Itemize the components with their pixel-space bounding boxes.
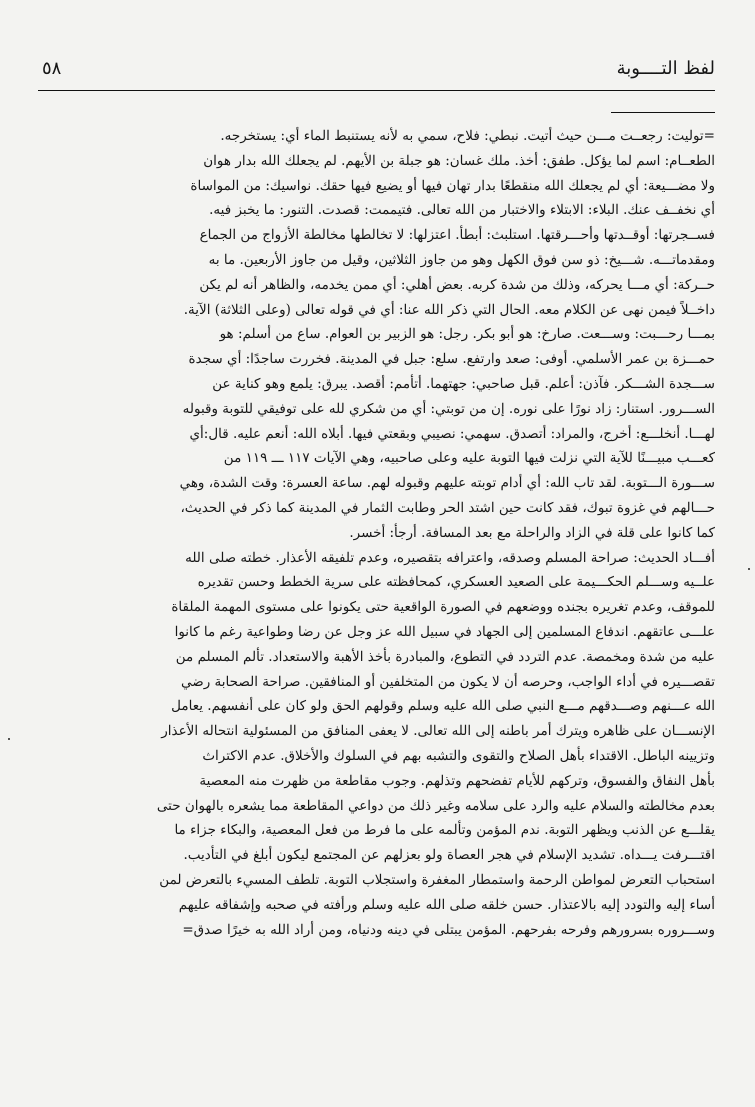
text-line: كما كانوا على قلة في الزاد والراحلة مع بعد المسافة. أرجأ: أخسر.: [349, 524, 715, 541]
scan-speck: [8, 738, 10, 740]
body-text: [38, 124, 715, 942]
text-line: اقتـــرفت يـــداه. تشديد الإسلام في هجر العصاة ولو بعزلهم عن المجتمع ليكون أبلغ في التأديب.: [183, 847, 715, 864]
text-line: بعدم مخالطته والسلام عليه والرد على سلامه وغير ذلك من دواعي المقاطعة مما يشعره بالهوان حتى: [156, 797, 715, 814]
text-line: أفـــاد الحديث: صراحة المسلم وصدقه، واعترافه بتقصيره، وعدم تلفيقه الأعذار. خطته صلى الله: [185, 549, 715, 566]
text-line: بمـــا رحـــبت: وســـعت. صارخ: هو أبو بكر. رجل: هو الزبير بن العوام. ساع من أسلم: هو: [219, 326, 715, 343]
text-line: ولا مضـــيعة: أي لم يجعلك الله منقطعًا بدار تهان فيها أو يضيع فيها حقك. نواسيك: من المواساة: [190, 177, 715, 194]
text-line: يقلـــع عن الذنب ويظهر التوبة. ندم المؤمن وتألمه على ما فرط من فعل المعصية، والبكاء جزاء ما: [174, 822, 715, 839]
text-line: وتزيينه الباطل. الاقتداء بأهل الصلاح والتقوى والتشبه بهم في السلوك والأخلاق. عدم الاكتراث: [202, 747, 715, 764]
text-line: تقصـــيره في أداء الواجب، وحرصه أن لا يكون من المتخلفين أو المنافقين. صراحة الصحابة رضي: [181, 673, 715, 690]
text-line: الله عـــنهم وصـــدقهم مـــع النبي صلى الله عليه وسلم وقولهم الحق ولو كان على أنفسهم. يعامل: [171, 698, 715, 715]
text-line: بأهل النفاق والفسوق، وتركهم للأيام تفضحهم وتذلهم. وجوب مقاطعة من ظهرت منه المعصية: [199, 772, 715, 789]
text-line: ســـورة الـــتوبة. لقد تاب الله: أي أدام توبته عليهم وقبوله لهم. ساعة العسرة: وقت الشدة، وهي: [179, 475, 715, 492]
text-line: حمـــزة بن عمر الأسلمي. أوفى: صعد وارتفع. سلع: جبل في المدينة. فخررت ساجدًا: أي سجدة: [188, 351, 715, 368]
text-line: ســـجدة الشـــكر. فآذن: أعلم. قبل صاحبي: جهتهما. أتأمم: أقصد. يبرق: يلمع وهو كناية عن: [212, 375, 715, 392]
text-line: وســـروره بسرورهم وفرحه بفرحهم. المؤمن يبتلى في دينه ودنياه، ومن أراد الله به خيرًا صدق=: [182, 921, 715, 938]
text-line: فســجرتها: أوقــدتها وأحـــرقتها. استلبث: أبطأ. اعتزلها: لا تخالطها مخالطة الأزواج من الجماع: [199, 227, 715, 244]
text-line: عليه من شدة ومخمصة. عدم التردد في التطوع، والمبادرة بأخذ الأهبة والاستعداد. تألم المسلم من: [175, 648, 715, 665]
text-line: علـــى عاتقهم. اندفاع المسلمين إلى الجهاد في سبيل الله عز وجل عن رضا وطواعية رغم ما كانوا: [174, 623, 715, 640]
running-header: [38, 54, 715, 88]
scan-speck: [748, 568, 750, 570]
text-line: للموقف، وعدم تغريره بجنده ووضعهم في الصورة الواقعية حتى يكونوا على مستوى المهمة الملقاة: [171, 599, 715, 616]
text-line: =توليت: رجعــت مـــن حيث أتيت. نبطي: فلاح، سمي به لأنه يستنبط الماء أي: يستخرجه.: [220, 128, 715, 144]
text-line: الإنســـان على ظاهره ويترك أمر باطنه إلى الله تعالى. لا يعفى المنافق من المسئولية انتحاله الأعذار: [161, 723, 715, 740]
text-line: استحباب التعرض لمواطن الرحمة واستمطار المغفرة واستجلاب التوبة. تلطف المسيء بالتعرض لمن: [159, 871, 715, 888]
header-rule: [38, 90, 715, 91]
text-line: الســـرور. استنار: زاد نورًا على نوره. إن من توبتي: أي من شكري لله على توفيقي للتوبة وقبوله: [182, 400, 715, 417]
text-line: لهـــا. أنخلـــع: أخرج، والمراد: أتصدق. سهمي: نصيبي وبقعتي فيها. أبلاه الله: أنعم عليه. قال:أي: [189, 425, 715, 442]
text-line: أي نخفــف عنك. البلاء: الابتلاء والاختبار من الله تعالى. فتيممت: قصدت. التنور: ما يخبز فيه.: [209, 202, 715, 219]
running-title: لفظ التــــوبة: [616, 58, 715, 79]
text-line: حــركة: أي مـــا يحركه، وذلك من شدة كربه. بعض أهلي: أي ممن يخدمه، والظاهر أنه لم يكن: [199, 276, 715, 293]
text-line: أساء إليه والتودد إليه بالاعتذار. حسن خلقه صلى الله عليه وسلم ورأفته في صحبه وإشفاقه عليهم: [178, 896, 715, 913]
text-line: حـــالهم في غزوة تبوك، فقد كانت حين اشتد الحر وطابت الثمار في المدينة كما ذكر في الحديث،: [180, 499, 715, 516]
text-line: داخــلاً فيمن نهى عن الكلام معه. الحال التي ذكر الله عنا: أي في قوله تعالى (وعلى الثلاثة) الآية.: [183, 301, 715, 318]
page-number: ٥٨: [42, 58, 62, 79]
continuation-separator: [611, 112, 715, 113]
text-line: كعـــب مبيـــنًا للآية التي نزلت فيها التوبة عليه وعلى صاحبيه، وهي الآيات ١١٧ ـــ ١١٩ من: [223, 450, 715, 467]
text-line: الطعــام: اسم لما يؤكل. طفق: أخذ. ملك غسان: هو جبلة بن الأيهم. لم يجعلك الله بدار هوان: [203, 152, 715, 169]
text-line: علــيه وســـلم الحكـــيمة على الصعيد العسكري، كمحافظته على سرية الخطط وحسن تقديره: [197, 574, 715, 591]
text-line: ومقدماتـــه. شـــيخ: ذو سن فوق الكهل وهو من جاوز الثلاثين، وقيل من جاوز الأربعين. ما به: [208, 251, 715, 268]
